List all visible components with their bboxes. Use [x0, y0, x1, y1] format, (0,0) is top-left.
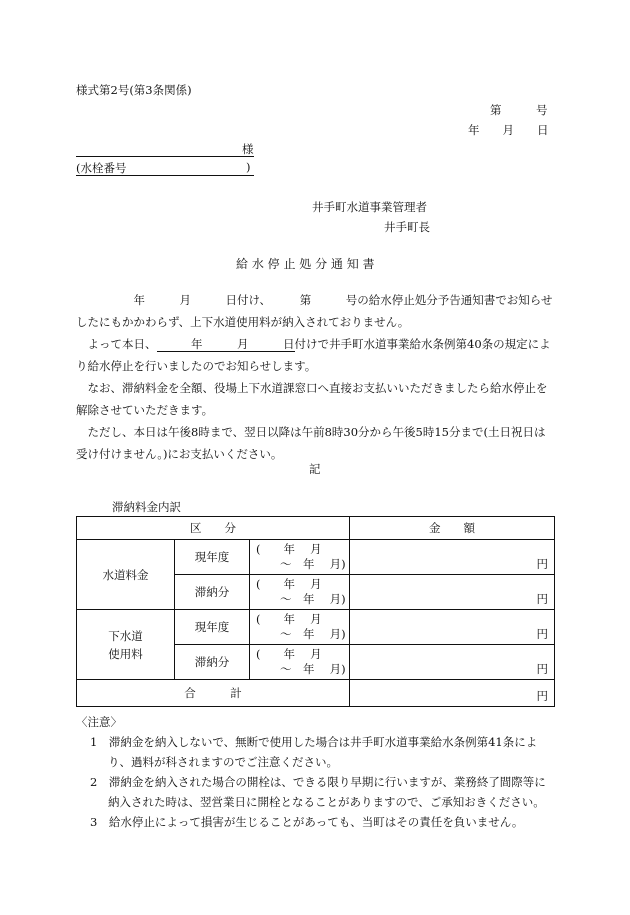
period-end: 〜 年 月): [280, 627, 346, 641]
notice-body: [76, 289, 554, 465]
issuer-organization: 井手町水道事業管理者: [312, 200, 427, 214]
period-start: ( 年 月: [256, 647, 322, 661]
period-end: 〜 年 月): [280, 592, 346, 606]
notes-section: [76, 712, 556, 832]
fee-breakdown-table: [76, 516, 555, 707]
document-number-line: 第 号: [490, 103, 548, 117]
stop-date-field: 年 月 日: [156, 337, 295, 351]
water-current-label: 現年度: [175, 540, 250, 575]
note-item: 1 滞納金を納入しないで、無断で使用した場合は井手町水道事業給水条例第41条により、過料が科されますのでご注意ください。: [90, 735, 538, 769]
water-current-period: [250, 540, 350, 575]
period-end: 〜 年 月): [280, 662, 346, 676]
sewer-arrears-period: [250, 645, 350, 680]
sewer-arrears-amount: 円: [350, 645, 555, 680]
issuer-name: 井手町長: [384, 220, 430, 234]
note-item: 2 滞納金を納入された場合の開栓は、できる限り早期に行いますが、業務終了間際等に納入された時は、翌営業日に開栓となることがありますので、ご承知おきください。: [90, 775, 546, 809]
period-start: ( 年 月: [256, 577, 322, 591]
body-paragraph-3: なお、滞納料金を全額、役場上下水道課窓口へ直接お支払いいただきましたら給水停止を解除させていただきます。: [76, 381, 548, 417]
water-arrears-period: [250, 575, 350, 610]
note-item: 3 給水停止によって損害が生じることがあっても、当町はその責任を負いません。: [90, 815, 524, 829]
body-p2-start: よって本日、: [76, 337, 157, 351]
body-paragraph-1: 年 月 日付け、 第 号の給水停止処分予告通知書でお知らせしたにもかかわらず、上下水道使用料が納入されておりません。: [76, 293, 553, 329]
meter-number-close: ): [246, 160, 251, 174]
total-label: 合 計: [77, 680, 350, 707]
sewer-fee-label: [77, 610, 175, 680]
body-paragraph-4: ただし、本日は午後8時まで、翌日以降は午前8時30分から午後5時15分まで(土日祝日は受け付けません。)にお支払いください。: [76, 425, 546, 461]
sewer-label-line1: 下水道: [108, 628, 143, 643]
body-p2-rest: 付けで井手町水道事業給水条例第40条の規定により給水停止を行いましたのでお知らせします。: [76, 337, 551, 373]
period-end: 〜 年 月): [280, 557, 346, 571]
ki-marker: 記: [309, 462, 321, 476]
meter-number-label: (水栓番号: [76, 161, 127, 175]
water-current-amount: 円: [350, 540, 555, 575]
total-amount: 円: [350, 680, 555, 707]
period-start: ( 年 月: [256, 612, 322, 626]
form-label: 様式第2号(第3条関係): [76, 83, 192, 97]
document-title: 給 水 停 止 処 分 通 知 書: [236, 257, 375, 271]
header-amount: 金 額: [350, 517, 555, 540]
water-fee-label: 水道料金: [77, 540, 175, 610]
breakdown-title: 滞納料金内訳: [112, 500, 181, 514]
recipient-suffix: 様: [242, 142, 254, 156]
sewer-label-line2: 使用料: [108, 646, 143, 661]
body-paragraph-2: [76, 333, 554, 377]
recipient-underline: [76, 156, 254, 157]
document-date-line: 年 月 日: [468, 123, 549, 137]
sewer-current-label: 現年度: [175, 610, 250, 645]
water-arrears-label: 滞納分: [175, 575, 250, 610]
sewer-current-amount: 円: [350, 610, 555, 645]
header-category: 区 分: [77, 517, 350, 540]
sewer-current-period: [250, 610, 350, 645]
notes-heading: 〈注意〉: [76, 715, 122, 729]
sewer-arrears-label: 滞納分: [175, 645, 250, 680]
period-start: ( 年 月: [256, 542, 322, 556]
water-arrears-amount: 円: [350, 575, 555, 610]
